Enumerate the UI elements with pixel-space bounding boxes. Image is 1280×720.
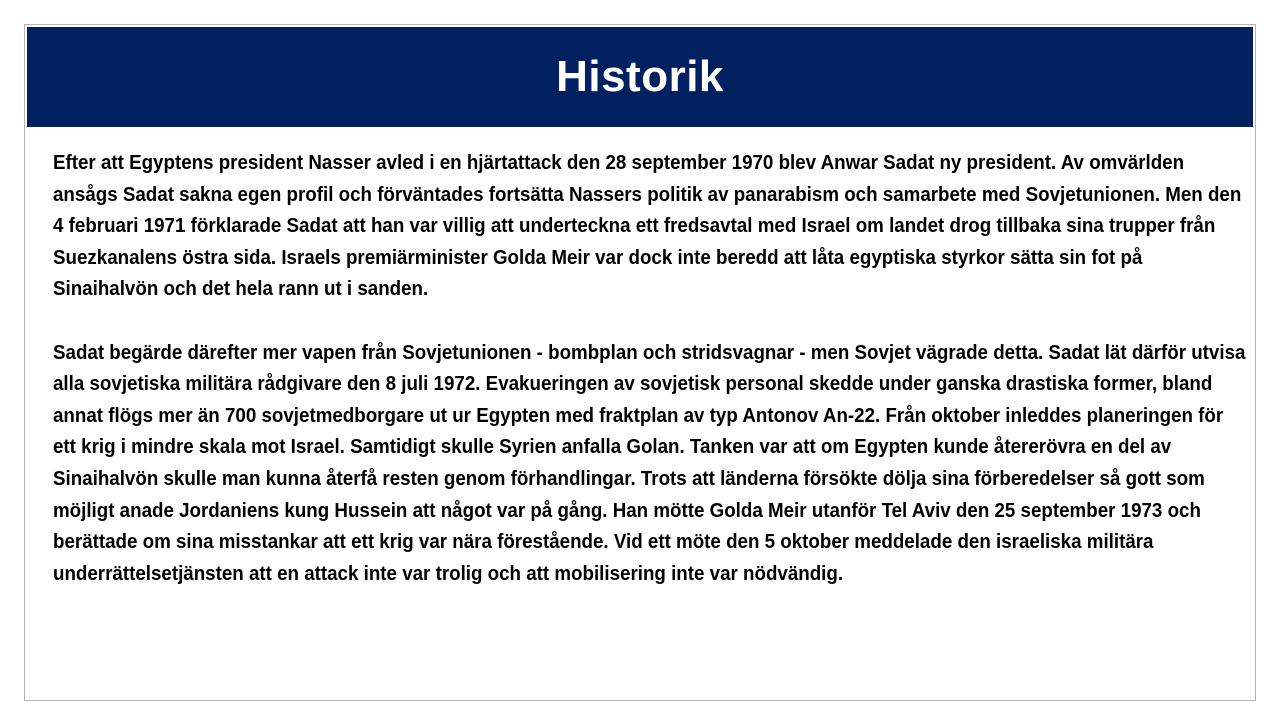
- title-bar: [27, 27, 1253, 127]
- paragraph-1: Efter att Egyptens president Nasser avled i en hjärtattack den 28 september 1970 blev Anwar Sadat ny president. Av omvärlden ansågs Sadat sakna egen profil och förväntades fortsätta Nassers politik av panarabism och samarbete med Sovjetunionen. Men den 4 februari 1971 förklarade Sadat att han var villig att underteckna ett fredsavtal med Israel om landet drog tillbaka sina trupper från Suezkanalens östra sida. Israels premiärminister Golda Meir var dock inte beredd att låta egyptiska styrkor sätta sin fot på Sinaihalvön och det hela rann ut i sanden.: [53, 151, 1242, 301]
- slide: [24, 24, 1256, 701]
- slide-title: Historik: [556, 52, 724, 101]
- slide-body: [53, 147, 1248, 589]
- paragraph-2: Sadat begärde därefter mer vapen från Sovjetunionen - bombplan och stridsvagnar - men Sovjet vägrade detta. Sadat lät därför utvisa alla sovjetiska militära rådgivare den 8 juli 1972. Evakueringen av sovjetisk personal skedde under ganska drastiska former, bland annat flögs mer än 700 sovjetmedborgare ut ur Egypten med fraktplan av typ Antonov An-22. Från oktober inleddes planeringen för ett krig i mindre skala mot Israel. Samtidigt skulle Syrien anfalla Golan. Tanken var att om Egypten kunde återerövra en del av Sinaihalvön skulle man kunna återfå resten genom förhandlingar. Trots att länderna försökte dölja sina förberedelser så gott som möjligt anade Jordaniens kung Hussein att något var på gång. Han mötte Golda Meir utanför Tel Aviv den 25 september 1973 och berättade om sina misstankar att ett krig var nära förestående. Vid ett möte den 5 oktober meddelade den israeliska militära underrättelsetjänsten att en attack inte var trolig och att mobilisering inte var nödvändig.: [53, 340, 1246, 585]
